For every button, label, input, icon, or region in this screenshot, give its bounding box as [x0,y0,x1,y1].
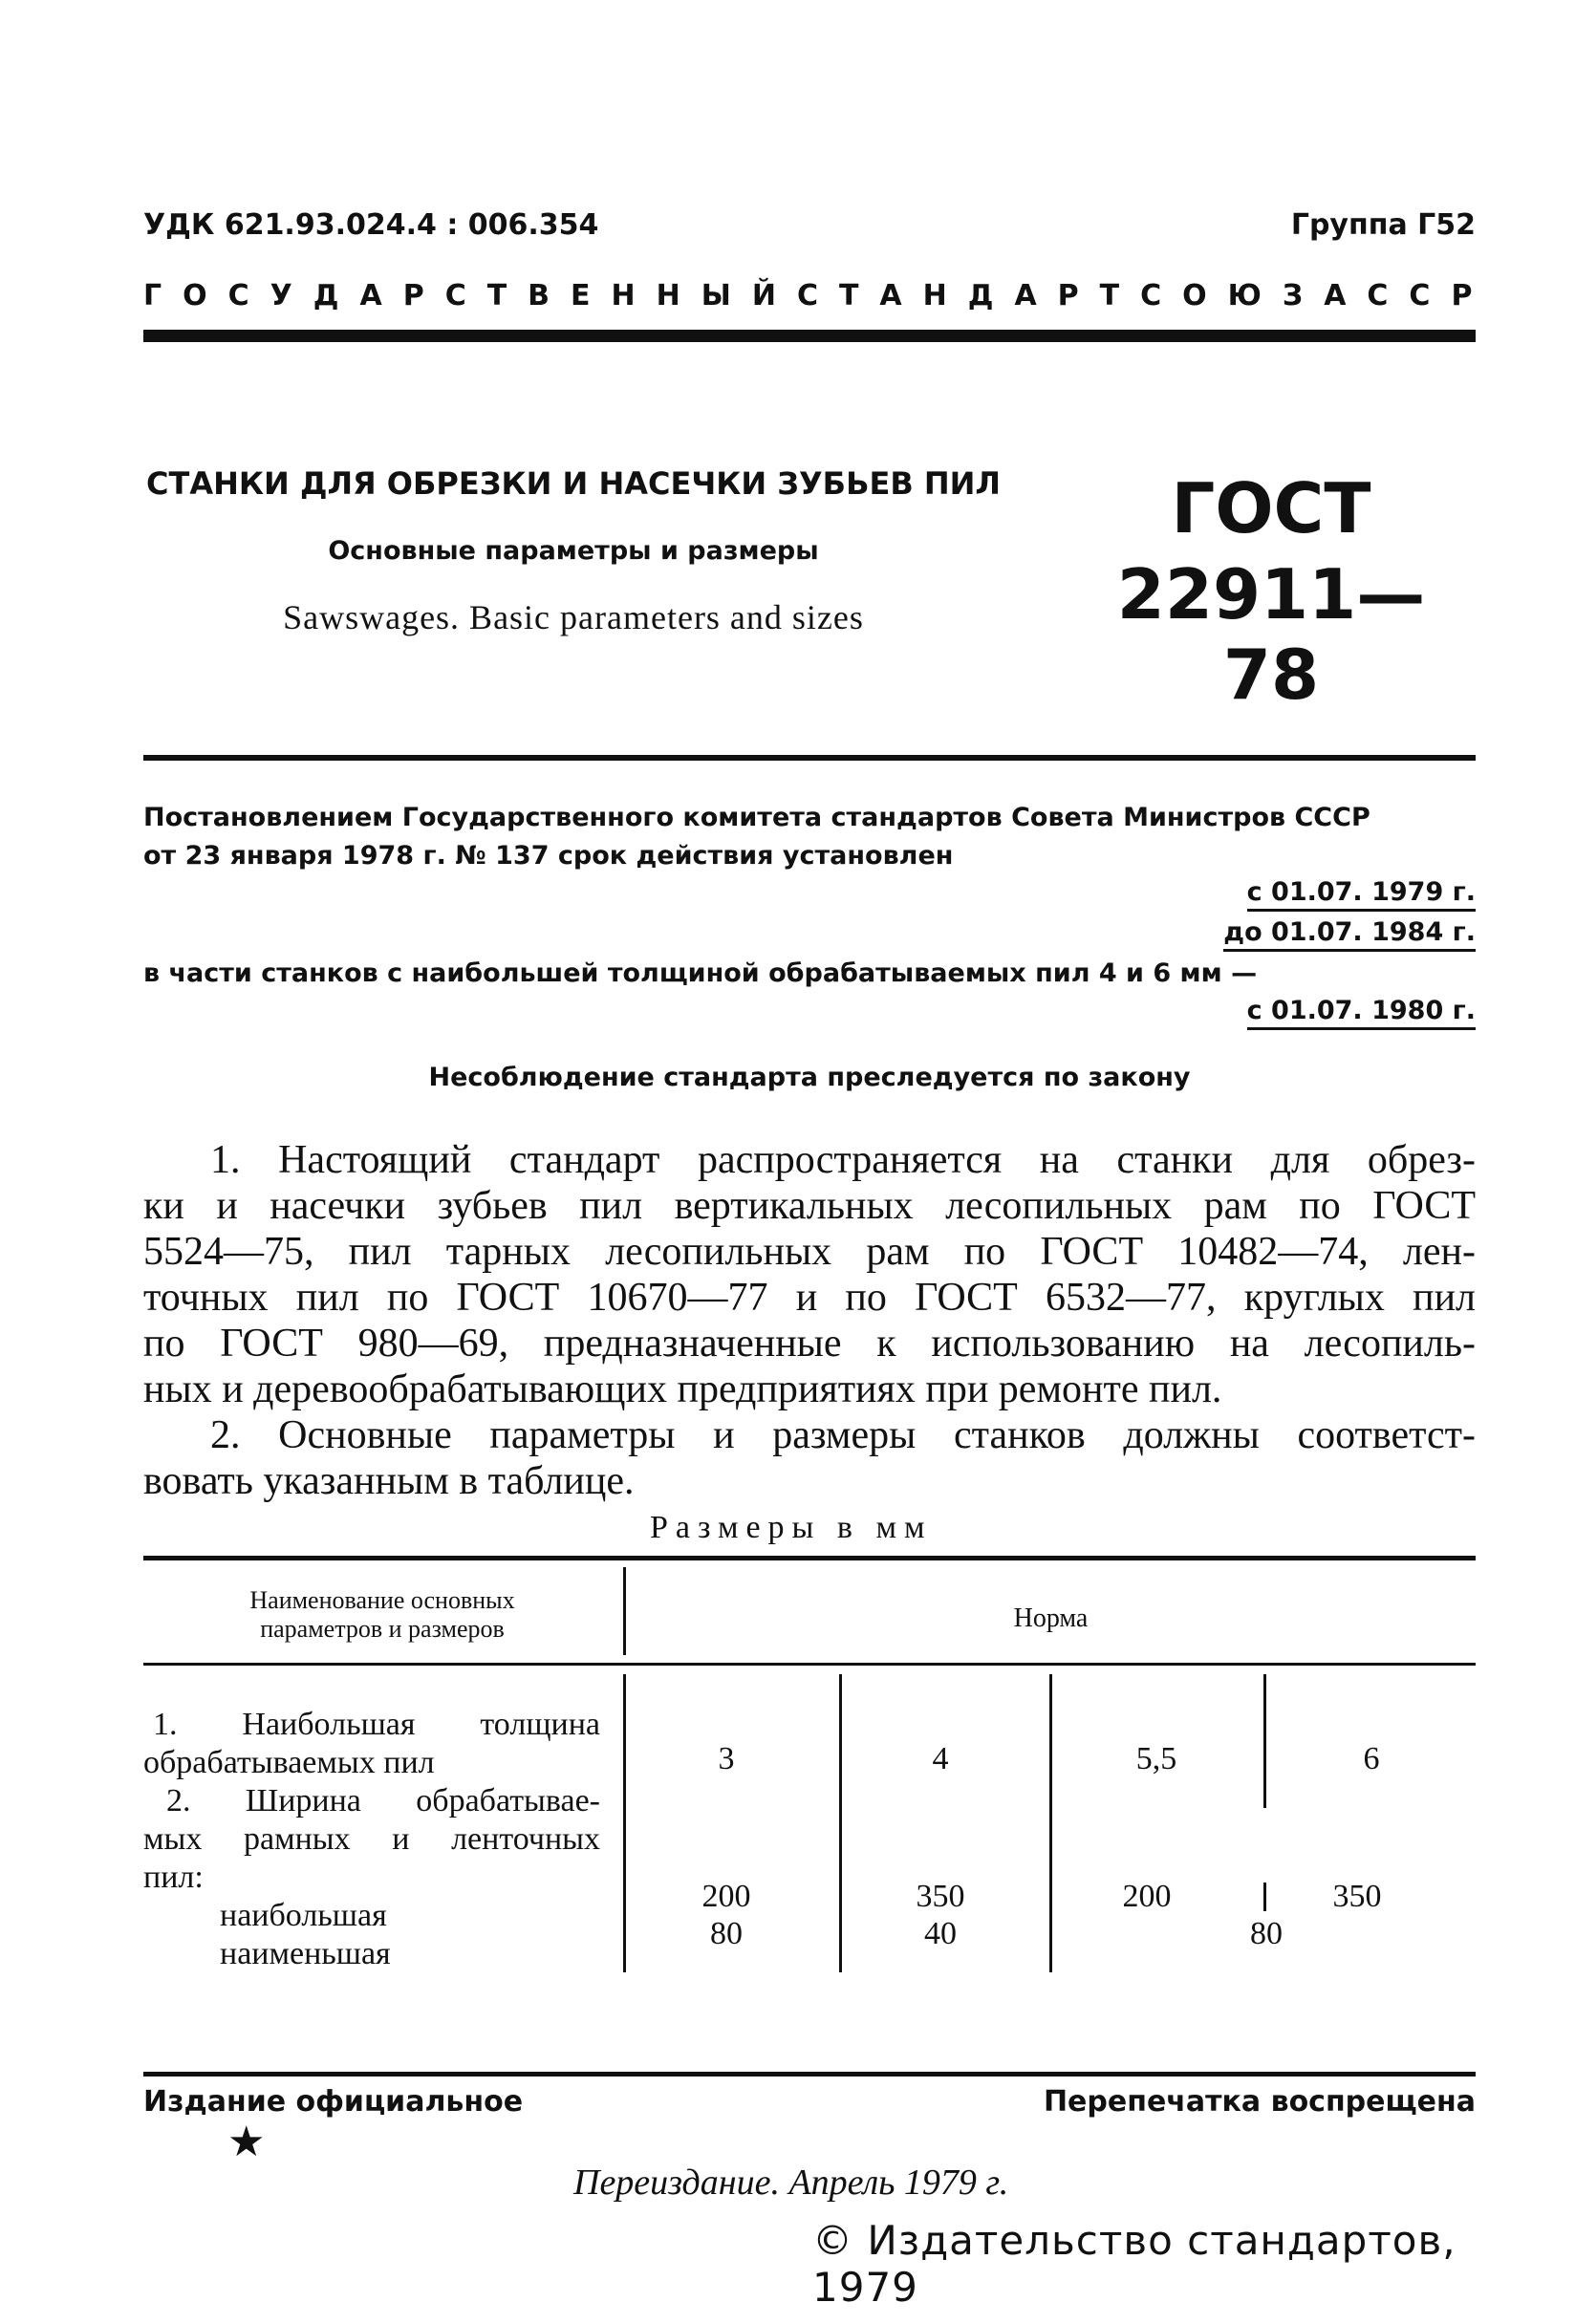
group-code: Группа Г52 [1290,208,1476,242]
para2-line: 2. Основные параметры и размеры станков должны соответст- [210,1413,1476,1457]
header-param-line: параметров и размеров [260,1615,505,1643]
row2-max-col1: 200 [701,1879,751,1914]
reprint-ban-note: Перепечатка воспрещена [1043,2085,1476,2119]
star-icon: ★ [227,2118,266,2166]
footer-rule [143,2072,1476,2077]
col-divider-4b [1263,1883,1266,1911]
row2-label-line: пил: [143,1860,204,1895]
row2-max-col3: 200 [1122,1879,1172,1914]
english-title: Sawswages. Basic parameters and sizes [283,598,864,636]
reissue-note: Переиздание. Апрель 1979 г. [573,2163,1009,2203]
row2-label [143,1782,600,1973]
header-thick-rule [143,330,1476,342]
state-standard-heading [143,279,1494,312]
document-subtitle: Основные параметры и размеры [328,536,819,566]
row2-min-col2: 40 [924,1916,957,1951]
col-divider-2 [839,1674,842,1972]
para1-line: ных и деревообрабатывающих предприятиях при ремонте пил. [143,1367,1222,1411]
penalty-notice: Несоблюдение стандарта преследуется по закону [428,1063,1191,1092]
row1-value-col4: 6 [1363,1741,1380,1776]
date-from: с 01.07. 1979 г. [1247,877,1476,912]
decree-line-2: от 23 января 1978 г. № 137 срок действия установлен [143,841,954,871]
row2-label-line: 2. Ширина обрабатывае- [166,1783,600,1818]
decree-part-text: в части станков с наибольшей толщиной обрабатываемых пил 4 и 6 мм — [143,958,1258,988]
col-divider-3 [1049,1674,1052,1972]
state-word-4: ССР [1367,279,1494,312]
col-divider-4 [1263,1674,1266,1808]
para1-line: точных пил по ГОСТ 10670—77 и по ГОСТ 6532—77, круглых пил [143,1276,1476,1320]
sub-max-label: наибольшая [220,1898,387,1933]
decree-line-1: Постановлением Государственного комитета стандартов Совета Министров СССР [143,803,1370,832]
state-word-2: СТАНДАРТ [796,279,1141,312]
col-divider-1 [623,1674,626,1972]
row1-value-col1: 3 [718,1741,735,1776]
row1-label-line: 1. Наибольшая толщина [153,1707,600,1742]
row2-min-col34: 80 [1250,1916,1283,1951]
table-units: Размеры в мм [650,1510,933,1545]
document-title: СТАНКИ ДЛЯ ОБРЕЗКИ И НАСЕЧКИ ЗУБЬЕВ ПИЛ [146,465,1001,502]
title-rule [143,755,1476,761]
para1-line: по ГОСТ 980—69, предназначенные к использованию на лесопиль- [143,1322,1476,1366]
row1-value-col3: 5,5 [1135,1741,1177,1776]
para1-line: 5524—75, пил тарных лесопильных рам по ГОСТ 10482—74, лен- [143,1230,1476,1274]
row1-label [143,1706,600,1782]
paragraph-1 [143,1137,1476,1412]
paragraph-2 [143,1412,1476,1504]
state-word-3: СОЮЗА [1140,279,1368,312]
state-word-1: ГОСУДАРСТВЕННЫЙ [143,279,797,312]
header-param-cell [143,1586,621,1644]
gost-number: 22911—78 [1116,554,1426,715]
row2-label-line: мых рамных и ленточных [143,1821,600,1857]
table-top-rule [143,1556,1476,1560]
para1-line: 1. Настоящий стандарт распространяется на станки для обрез- [210,1138,1476,1182]
edition-note: Издание официальное [143,2085,524,2119]
part-date: с 01.07. 1980 г. [1247,996,1476,1030]
udk-code: УДК 621.93.024.4 : 006.354 [143,208,599,242]
header-param-line: Наименование основных [249,1586,515,1614]
row2-max-col2: 350 [916,1879,965,1914]
sub-min-label: наименьшая [220,1936,391,1971]
row2-max-col4: 350 [1332,1879,1382,1914]
row1-label-line: обрабатываемых пил [143,1745,435,1780]
para2-line: вовать указанным в таблице. [143,1459,635,1503]
table-header-rule [143,1663,1476,1666]
date-to: до 01.07. 1984 г. [1223,917,1476,952]
copyright-note: © Издательство стандартов, 1979 [812,2217,1456,2311]
para1-line: ки и насечки зубьев пил вертикальных лесопильных рам по ГОСТ [143,1184,1476,1228]
row2-min-col1: 80 [710,1916,743,1951]
header-norm-cell: Норма [1013,1603,1089,1633]
gost-label: ГОСТ [1171,468,1371,549]
row1-value-col2: 4 [932,1741,949,1776]
